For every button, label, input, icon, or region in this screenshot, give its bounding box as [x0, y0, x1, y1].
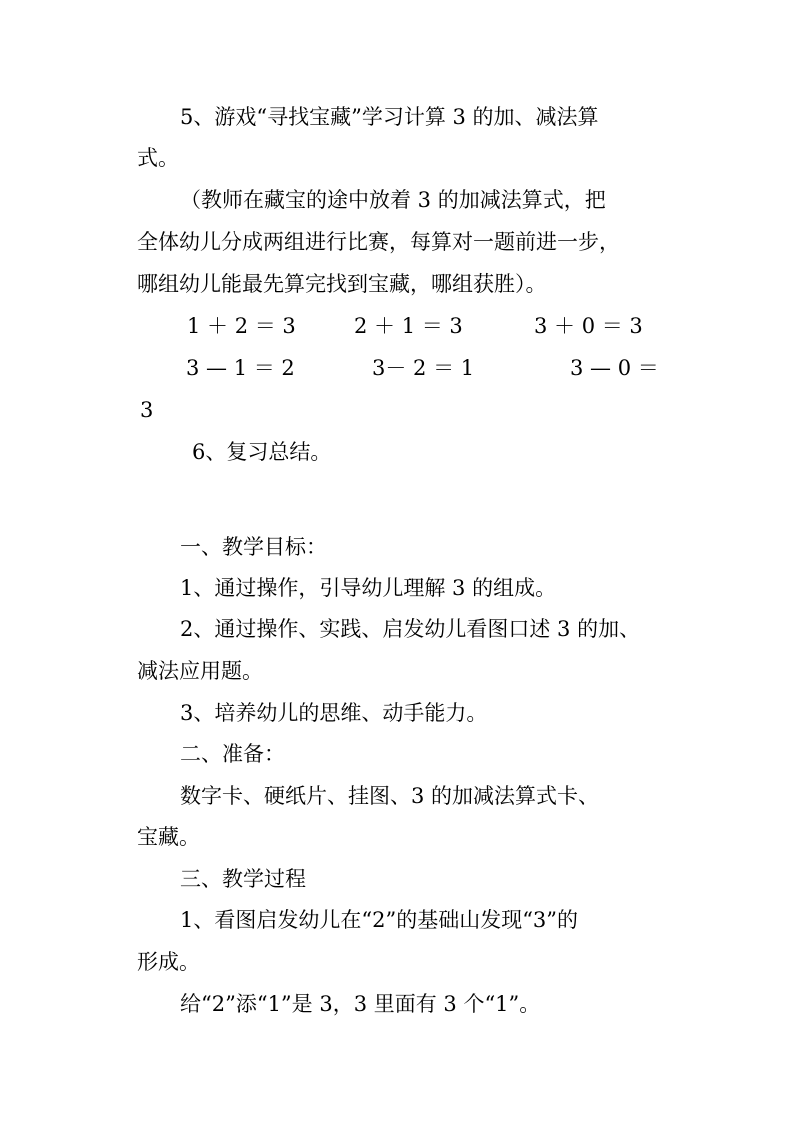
step1-line2: 形成。 [137, 950, 200, 974]
equation-2-plus-1: 2 ＋ 1 ＝ 3 [354, 314, 463, 338]
section5-note-line2: 全体幼儿分成两组进行比赛，每算对一题前进一步， [137, 230, 620, 254]
equation-wrap-result: 3 [140, 398, 154, 422]
equation-3-plus-0: 3 ＋ 0 ＝ 3 [534, 314, 643, 338]
equation-3-minus-1: 3 — 1 ＝ 2 [186, 356, 295, 380]
section5-heading-line1: 5、游戏“寻找宝藏”学习计算 3 的加、减法算 [180, 105, 599, 129]
prep-line2: 宝藏。 [137, 825, 200, 849]
equation-1-plus-2: 1 ＋ 2 ＝ 3 [187, 314, 296, 338]
prep-heading: 二、准备： [180, 742, 285, 766]
section5-heading-line2: 式。 [137, 146, 179, 170]
section5-note-line1: （教师在藏宝的途中放着 3 的加减法算式，把 [180, 188, 606, 212]
equation-3-minus-2: 3－ 2 ＝ 1 [372, 356, 475, 380]
section6-heading: 6、复习总结。 [192, 440, 332, 464]
equation-3-minus-0: 3 — 0 ＝ [570, 356, 659, 380]
goal-2-line2: 减法应用题。 [137, 659, 263, 683]
goal-3: 3、培养幼儿的思维、动手能力。 [180, 701, 488, 725]
section5-note-line3: 哪组幼儿能最先算完找到宝藏，哪组获胜）。 [137, 272, 547, 296]
step1-line1: 1、看图启发幼儿在“2”的基础山发现“3”的 [180, 908, 579, 932]
goal-1: 1、通过操作，引导幼儿理解 3 的组成。 [180, 576, 557, 600]
goal-2-line1: 2、通过操作、实践、启发幼儿看图口述 3 的加、 [180, 617, 641, 641]
goals-heading: 一、教学目标： [180, 535, 327, 559]
step1-detail: 给“2”添“1”是 3，3 里面有 3 个“1”。 [180, 992, 541, 1016]
prep-line1: 数字卡、硬纸片、挂图、3 的加减法算式卡、 [180, 784, 600, 808]
process-heading: 三、教学过程 [180, 867, 306, 891]
